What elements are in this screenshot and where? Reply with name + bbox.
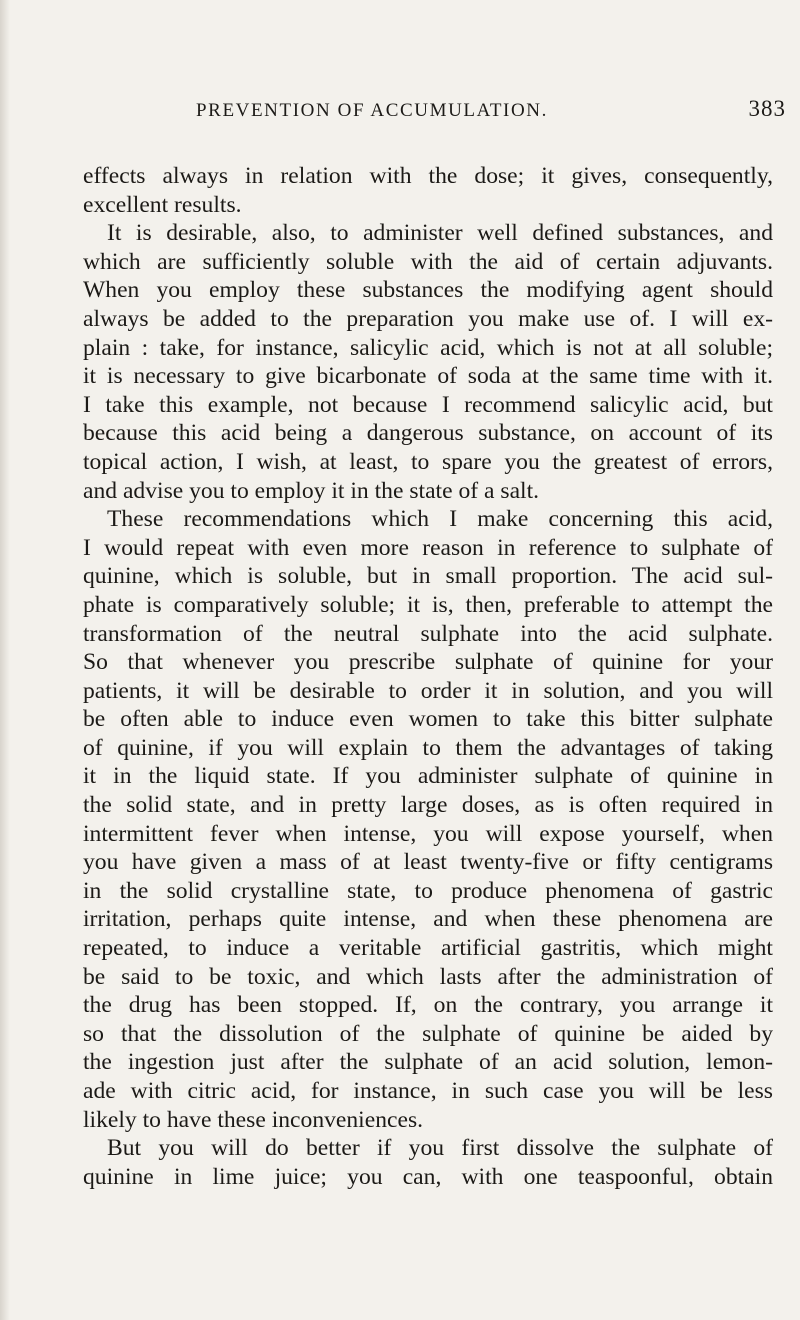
text-line: I take this example, not because I recommend salicylic acid, but: [83, 391, 773, 418]
text-line: transformation of the neutral sulphate into the acid sulphate.: [83, 620, 773, 647]
text-line: phate is comparatively soluble; it is, then, preferable to attempt the: [83, 591, 773, 618]
text-line: When you employ these substances the modifying agent should: [83, 277, 773, 304]
text-line: But you will do better if you first dissolve the sulphate of: [107, 1135, 773, 1162]
text-line: because this acid being a dangerous substance, on account of its: [83, 420, 773, 447]
running-title: PREVENTION OF ACCUMULATION.: [196, 100, 548, 121]
page-number: 383: [748, 96, 786, 121]
text-line: irritation, perhaps quite intense, and when these phenomena are: [83, 906, 773, 933]
text-line: plain : take, for instance, salicylic acid, which is not at all soluble;: [83, 334, 773, 361]
text-line: the drug has been stopped. If, on the contrary, you arrange it: [83, 992, 773, 1019]
text-line: quinine, which is soluble, but in small proportion. The acid sul-: [83, 563, 773, 590]
text-line: repeated, to induce a veritable artificial gastritis, which might: [83, 935, 773, 962]
text-line: ade with citric acid, for instance, in such case you will be less: [83, 1078, 773, 1104]
text-line: you have given a mass of at least twenty-five or fifty centigrams: [83, 849, 773, 876]
text-line: I would repeat with even more reason in reference to sulphate of: [83, 534, 773, 561]
text-line: be often able to induce even women to take this bitter sulphate: [83, 706, 773, 733]
text-line: always be added to the preparation you make use of. I will ex-: [83, 305, 773, 332]
text-line: in the solid crystalline state, to produce phenomena of gastric: [83, 877, 773, 904]
text-line: it is necessary to give bicarbonate of soda at the same time with it.: [83, 363, 773, 390]
running-header: [196, 96, 786, 126]
text-line: the ingestion just after the sulphate of an acid solution, lemon-: [83, 1049, 773, 1076]
text-line: effects always in relation with the dose; it gives, consequently,: [83, 163, 773, 189]
text-line: excellent results.: [83, 191, 242, 218]
text-line: topical action, I wish, at least, to spare you the greatest of errors,: [83, 448, 773, 475]
text-line: likely to have these inconveniences.: [83, 1106, 424, 1133]
text-line: so that the dissolution of the sulphate of quinine be aided by: [83, 1020, 773, 1047]
text-line: So that whenever you prescribe sulphate of quinine for your: [83, 649, 773, 676]
text-line: quinine in lime juice; you can, with one teaspoonful, obtain: [83, 1163, 773, 1190]
text-line: and advise you to employ it in the state of a salt.: [83, 477, 540, 504]
text-line: It is desirable, also, to administer well defined substances, and: [107, 220, 773, 247]
text-line: intermittent fever when intense, you will expose yourself, when: [83, 820, 773, 847]
text-line: patients, it will be desirable to order it in solution, and you will: [83, 677, 773, 704]
text-line: the solid state, and in pretty large doses, as is often required in: [83, 792, 773, 819]
text-line: be said to be toxic, and which lasts after the administration of: [83, 963, 773, 990]
text-line: These recommendations which I make concerning this acid,: [107, 506, 773, 533]
text-line: it in the liquid state. If you administer sulphate of quinine in: [83, 763, 773, 790]
body-text: [83, 162, 773, 1191]
text-line: of quinine, if you will explain to them the advantages of taking: [83, 734, 773, 761]
text-line: which are sufficiently soluble with the aid of certain adjuvants.: [83, 248, 773, 275]
